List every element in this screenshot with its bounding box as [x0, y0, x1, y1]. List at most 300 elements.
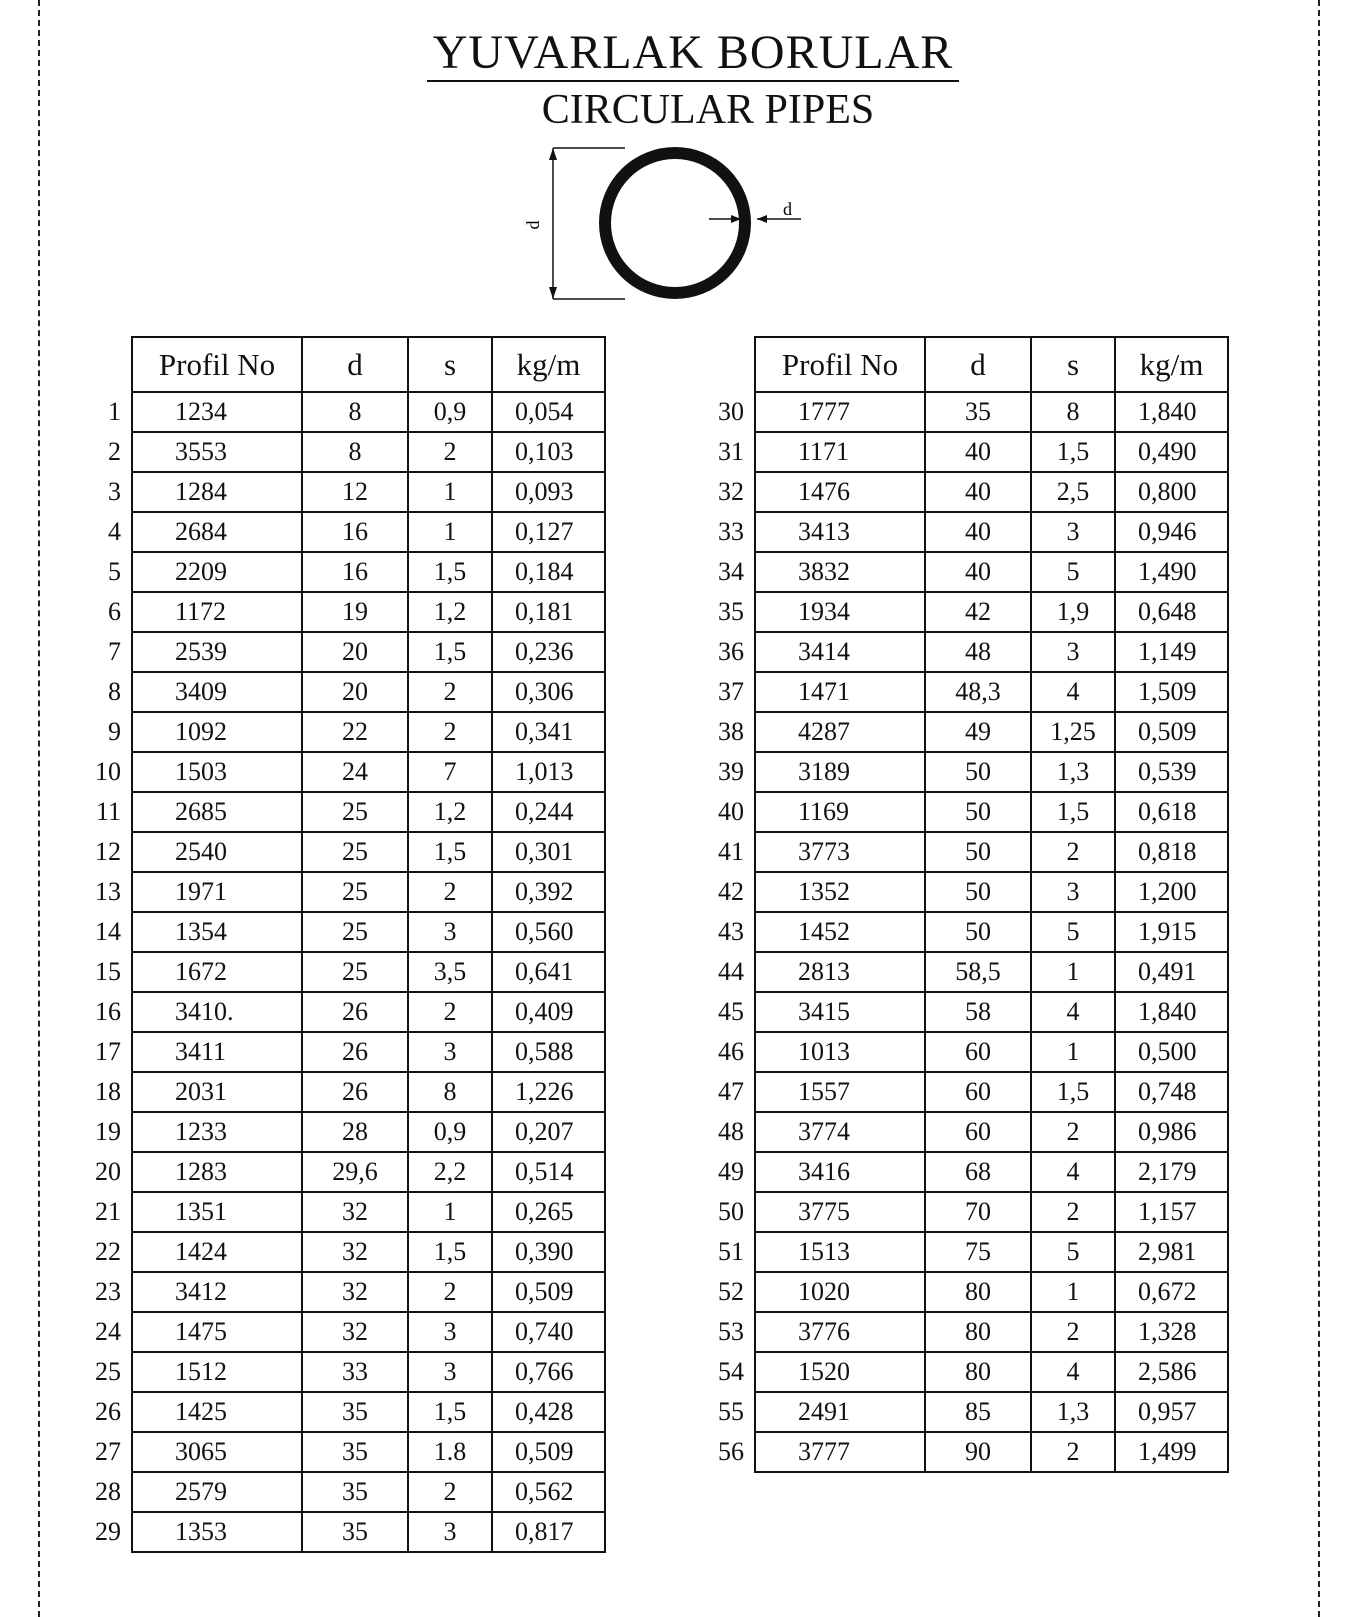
row-number: 14: [95, 917, 121, 946]
s-cell: 2: [408, 1272, 492, 1312]
d-cell: 26: [302, 1072, 408, 1112]
s-cell: 1,3: [1031, 1392, 1115, 1432]
kg-m-cell: 0,428: [492, 1392, 605, 1432]
row-number: 25: [95, 1357, 121, 1386]
table-row: [705, 672, 1228, 712]
row-number: 17: [95, 1037, 121, 1066]
s-cell: 8: [1031, 392, 1115, 432]
kg-m-cell: 0,392: [492, 872, 605, 912]
d-cell: 50: [925, 872, 1031, 912]
header-kg-m: kg/m: [492, 337, 605, 392]
s-cell: 3: [1031, 512, 1115, 552]
table-row: [705, 472, 1228, 512]
table-header-row: [705, 337, 1228, 392]
row-number: 33: [718, 517, 744, 546]
profil-no-cell: 1971: [132, 872, 302, 912]
d-cell: 22: [302, 712, 408, 752]
table-row: [80, 552, 605, 592]
d-cell: 80: [925, 1272, 1031, 1312]
table-row: [705, 592, 1228, 632]
profil-no-cell: 1351: [132, 1192, 302, 1232]
row-number: 21: [95, 1197, 121, 1226]
profil-no-cell: 2209: [132, 552, 302, 592]
row-number: 56: [718, 1437, 744, 1466]
s-cell: 2: [1031, 1112, 1115, 1152]
profil-no-cell: 1020: [755, 1272, 925, 1312]
d-cell: 25: [302, 912, 408, 952]
d-cell: 28: [302, 1112, 408, 1152]
table-row: [80, 1112, 605, 1152]
table-row: [80, 712, 605, 752]
profil-no-cell: 3065: [132, 1432, 302, 1472]
table-row: [80, 832, 605, 872]
kg-m-cell: 0,641: [492, 952, 605, 992]
s-cell: 1,2: [408, 592, 492, 632]
header-kg-m: kg/m: [1115, 337, 1228, 392]
table-row: [705, 872, 1228, 912]
kg-m-cell: 0,618: [1115, 792, 1228, 832]
header-s: s: [1031, 337, 1115, 392]
profil-no-cell: 3415: [755, 992, 925, 1032]
d-cell: 58,5: [925, 952, 1031, 992]
d-cell: 24: [302, 752, 408, 792]
table-row: [80, 672, 605, 712]
d-cell: 16: [302, 552, 408, 592]
table-row: [80, 1272, 605, 1312]
d-cell: 70: [925, 1192, 1031, 1232]
table-row: [705, 1152, 1228, 1192]
row-number: 47: [718, 1077, 744, 1106]
header-s: s: [408, 337, 492, 392]
row-number: 34: [718, 557, 744, 586]
profil-no-cell: 1934: [755, 592, 925, 632]
kg-m-cell: 0,560: [492, 912, 605, 952]
kg-m-cell: 1,226: [492, 1072, 605, 1112]
row-number: 2: [108, 437, 121, 466]
diameter-label: d: [523, 220, 543, 230]
kg-m-cell: 2,179: [1115, 1152, 1228, 1192]
s-cell: 1,5: [408, 632, 492, 672]
s-cell: 5: [1031, 552, 1115, 592]
d-cell: 20: [302, 632, 408, 672]
s-cell: 3: [408, 1032, 492, 1072]
header-profil-no: Profil No: [132, 337, 302, 392]
profil-no-cell: 3189: [755, 752, 925, 792]
kg-m-cell: 2,981: [1115, 1232, 1228, 1272]
profil-no-cell: 3553: [132, 432, 302, 472]
profil-no-cell: 1471: [755, 672, 925, 712]
profil-no-cell: 2684: [132, 512, 302, 552]
profil-no-cell: 1013: [755, 1032, 925, 1072]
s-cell: 3: [1031, 632, 1115, 672]
s-cell: 2: [1031, 1432, 1115, 1472]
s-cell: 5: [1031, 1232, 1115, 1272]
profil-no-cell: 2491: [755, 1392, 925, 1432]
row-number: 26: [95, 1397, 121, 1426]
row-number: 24: [95, 1317, 121, 1346]
d-cell: 35: [302, 1512, 408, 1552]
s-cell: 4: [1031, 992, 1115, 1032]
kg-m-cell: 1,490: [1115, 552, 1228, 592]
table-row: [705, 1352, 1228, 1392]
row-number: 16: [95, 997, 121, 1026]
d-cell: 25: [302, 872, 408, 912]
table-row: [80, 1392, 605, 1432]
s-cell: 4: [1031, 1352, 1115, 1392]
table-row: [705, 1272, 1228, 1312]
s-cell: 4: [1031, 672, 1115, 712]
s-cell: 2: [408, 1472, 492, 1512]
pipe-table-right: [705, 336, 1229, 1473]
d-cell: 49: [925, 712, 1031, 752]
s-cell: 3: [408, 1512, 492, 1552]
profil-no-cell: 2540: [132, 832, 302, 872]
table-row: [80, 1192, 605, 1232]
table-row: [705, 912, 1228, 952]
d-cell: 33: [302, 1352, 408, 1392]
table-row: [705, 512, 1228, 552]
header-d: d: [925, 337, 1031, 392]
d-cell: 58: [925, 992, 1031, 1032]
profil-no-cell: 3416: [755, 1152, 925, 1192]
row-number: 6: [108, 597, 121, 626]
table-row: [80, 1032, 605, 1072]
row-number: 54: [718, 1357, 744, 1386]
row-number: 29: [95, 1517, 121, 1546]
row-number: 23: [95, 1277, 121, 1306]
kg-m-cell: 0,648: [1115, 592, 1228, 632]
d-cell: 16: [302, 512, 408, 552]
s-cell: 2: [1031, 1192, 1115, 1232]
d-cell: 32: [302, 1312, 408, 1352]
d-cell: 19: [302, 592, 408, 632]
row-number: 10: [95, 757, 121, 786]
s-cell: 4: [1031, 1152, 1115, 1192]
row-number: 18: [95, 1077, 121, 1106]
row-number: 46: [718, 1037, 744, 1066]
kg-m-cell: 1,509: [1115, 672, 1228, 712]
row-number: 11: [95, 797, 121, 826]
row-number: 52: [718, 1277, 744, 1306]
row-number: 27: [95, 1437, 121, 1466]
profil-no-cell: 1354: [132, 912, 302, 952]
table-row: [80, 1432, 605, 1472]
thickness-arrow-right: [757, 215, 767, 223]
d-cell: 26: [302, 1032, 408, 1072]
profil-no-cell: 3832: [755, 552, 925, 592]
d-cell: 25: [302, 792, 408, 832]
kg-m-cell: 1,840: [1115, 392, 1228, 432]
profil-no-cell: 2685: [132, 792, 302, 832]
profil-no-cell: 1777: [755, 392, 925, 432]
table-header-row: [80, 337, 605, 392]
d-cell: 32: [302, 1272, 408, 1312]
row-number: 19: [95, 1117, 121, 1146]
s-cell: 1: [1031, 1272, 1115, 1312]
table-row: [705, 1432, 1228, 1472]
kg-m-cell: 0,236: [492, 632, 605, 672]
kg-m-cell: 0,539: [1115, 752, 1228, 792]
kg-m-cell: 0,514: [492, 1152, 605, 1192]
header-d: d: [302, 337, 408, 392]
profil-no-cell: 3773: [755, 832, 925, 872]
row-number: 41: [718, 837, 744, 866]
table-row: [705, 432, 1228, 472]
profil-no-cell: 1520: [755, 1352, 925, 1392]
thickness-label: d: [783, 199, 792, 219]
kg-m-cell: 0,103: [492, 432, 605, 472]
profil-no-cell: 1503: [132, 752, 302, 792]
d-cell: 48,3: [925, 672, 1031, 712]
row-number-header: [80, 337, 132, 392]
table-row: [80, 1472, 605, 1512]
row-number-header: [705, 337, 755, 392]
profil-no-cell: 1513: [755, 1232, 925, 1272]
s-cell: 5: [1031, 912, 1115, 952]
profil-no-cell: 3414: [755, 632, 925, 672]
row-number: 42: [718, 877, 744, 906]
kg-m-cell: 1,328: [1115, 1312, 1228, 1352]
kg-m-cell: 1,915: [1115, 912, 1228, 952]
d-cell: 8: [302, 432, 408, 472]
table-row: [705, 1392, 1228, 1432]
s-cell: 3,5: [408, 952, 492, 992]
d-cell: 60: [925, 1032, 1031, 1072]
s-cell: 2: [408, 872, 492, 912]
kg-m-cell: 0,509: [1115, 712, 1228, 752]
profil-no-cell: 3410.: [132, 992, 302, 1032]
table-row: [705, 392, 1228, 432]
s-cell: 1,5: [1031, 1072, 1115, 1112]
s-cell: 1,5: [408, 1392, 492, 1432]
table-row: [80, 1072, 605, 1112]
profil-no-cell: 1353: [132, 1512, 302, 1552]
row-number: 28: [95, 1477, 121, 1506]
pipe-cross-section-diagram: [523, 145, 845, 315]
kg-m-cell: 0,957: [1115, 1392, 1228, 1432]
table-row: [80, 512, 605, 552]
profil-no-cell: 1233: [132, 1112, 302, 1152]
d-cell: 40: [925, 512, 1031, 552]
kg-m-cell: 1,157: [1115, 1192, 1228, 1232]
s-cell: 0,9: [408, 1112, 492, 1152]
s-cell: 0,9: [408, 392, 492, 432]
page-subtitle: CIRCULAR PIPES: [541, 87, 875, 133]
kg-m-cell: 0,817: [492, 1512, 605, 1552]
d-cell: 40: [925, 432, 1031, 472]
table-row: [80, 912, 605, 952]
table-row: [705, 952, 1228, 992]
row-number: 4: [108, 517, 121, 546]
profil-no-cell: 1452: [755, 912, 925, 952]
s-cell: 2: [1031, 1312, 1115, 1352]
s-cell: 1,25: [1031, 712, 1115, 752]
s-cell: 3: [1031, 872, 1115, 912]
table-row: [80, 992, 605, 1032]
s-cell: 2: [408, 672, 492, 712]
kg-m-cell: 0,800: [1115, 472, 1228, 512]
profil-no-cell: 1234: [132, 392, 302, 432]
s-cell: 2,2: [408, 1152, 492, 1192]
diameter-arrow-bottom: [549, 287, 557, 299]
row-number: 53: [718, 1317, 744, 1346]
table-row: [705, 632, 1228, 672]
d-cell: 68: [925, 1152, 1031, 1192]
table-row: [80, 1512, 605, 1552]
profil-no-cell: 3409: [132, 672, 302, 712]
profil-no-cell: 3413: [755, 512, 925, 552]
profil-no-cell: 2579: [132, 1472, 302, 1512]
row-number: 37: [718, 677, 744, 706]
row-number: 20: [95, 1157, 121, 1186]
kg-m-cell: 0,301: [492, 832, 605, 872]
kg-m-cell: 1,149: [1115, 632, 1228, 672]
kg-m-cell: 0,093: [492, 472, 605, 512]
table-row: [705, 1312, 1228, 1352]
right-dashed-cut-line: [1318, 0, 1320, 1617]
d-cell: 60: [925, 1072, 1031, 1112]
s-cell: 1,2: [408, 792, 492, 832]
row-number: 49: [718, 1157, 744, 1186]
profil-no-cell: 1425: [132, 1392, 302, 1432]
table-row: [705, 992, 1228, 1032]
profil-no-cell: 1284: [132, 472, 302, 512]
profil-no-cell: 2813: [755, 952, 925, 992]
kg-m-cell: 0,672: [1115, 1272, 1228, 1312]
kg-m-cell: 0,748: [1115, 1072, 1228, 1112]
table-row: [80, 872, 605, 912]
d-cell: 25: [302, 832, 408, 872]
s-cell: 1,5: [408, 552, 492, 592]
table-row: [80, 632, 605, 672]
table-row: [80, 592, 605, 632]
s-cell: 1,5: [408, 1232, 492, 1272]
table-row: [705, 1232, 1228, 1272]
row-number: 5: [108, 557, 121, 586]
d-cell: 26: [302, 992, 408, 1032]
kg-m-cell: 0,181: [492, 592, 605, 632]
kg-m-cell: 0,207: [492, 1112, 605, 1152]
table-row: [80, 792, 605, 832]
profil-no-cell: 1283: [132, 1152, 302, 1192]
pipe-table-left: [80, 336, 606, 1553]
table-row: [80, 1352, 605, 1392]
kg-m-cell: 0,766: [492, 1352, 605, 1392]
d-cell: 48: [925, 632, 1031, 672]
s-cell: 1,3: [1031, 752, 1115, 792]
kg-m-cell: 0,509: [492, 1272, 605, 1312]
d-cell: 35: [302, 1432, 408, 1472]
kg-m-cell: 0,588: [492, 1032, 605, 1072]
header-profil-no: Profil No: [755, 337, 925, 392]
d-cell: 29,6: [302, 1152, 408, 1192]
row-number: 15: [95, 957, 121, 986]
d-cell: 20: [302, 672, 408, 712]
s-cell: 1,9: [1031, 592, 1115, 632]
profil-no-cell: 1672: [132, 952, 302, 992]
s-cell: 2: [408, 712, 492, 752]
profil-no-cell: 1424: [132, 1232, 302, 1272]
s-cell: 8: [408, 1072, 492, 1112]
kg-m-cell: 0,306: [492, 672, 605, 712]
kg-m-cell: 0,490: [1115, 432, 1228, 472]
s-cell: 3: [408, 1312, 492, 1352]
row-number: 9: [108, 717, 121, 746]
s-cell: 1.8: [408, 1432, 492, 1472]
table-row: [705, 1072, 1228, 1112]
kg-m-cell: 0,054: [492, 392, 605, 432]
s-cell: 1,5: [1031, 432, 1115, 472]
row-number: 45: [718, 997, 744, 1026]
row-number: 32: [718, 477, 744, 506]
profil-no-cell: 4287: [755, 712, 925, 752]
kg-m-cell: 0,818: [1115, 832, 1228, 872]
row-number: 8: [108, 677, 121, 706]
kg-m-cell: 2,586: [1115, 1352, 1228, 1392]
d-cell: 40: [925, 552, 1031, 592]
s-cell: 1,5: [408, 832, 492, 872]
profil-no-cell: 1092: [132, 712, 302, 752]
kg-m-cell: 1,200: [1115, 872, 1228, 912]
row-number: 35: [718, 597, 744, 626]
row-number: 43: [718, 917, 744, 946]
left-dashed-cut-line: [38, 0, 40, 1617]
kg-m-cell: 1,840: [1115, 992, 1228, 1032]
kg-m-cell: 1,013: [492, 752, 605, 792]
kg-m-cell: 0,946: [1115, 512, 1228, 552]
table-row: [705, 1112, 1228, 1152]
profil-no-cell: 3775: [755, 1192, 925, 1232]
d-cell: 50: [925, 832, 1031, 872]
s-cell: 1: [1031, 1032, 1115, 1072]
kg-m-cell: 0,409: [492, 992, 605, 1032]
profil-no-cell: 1557: [755, 1072, 925, 1112]
d-cell: 42: [925, 592, 1031, 632]
profil-no-cell: 3776: [755, 1312, 925, 1352]
kg-m-cell: 0,390: [492, 1232, 605, 1272]
table-row: [80, 432, 605, 472]
row-number: 30: [718, 397, 744, 426]
profil-no-cell: 3411: [132, 1032, 302, 1072]
d-cell: 32: [302, 1232, 408, 1272]
profil-no-cell: 1171: [755, 432, 925, 472]
table-row: [705, 792, 1228, 832]
d-cell: 35: [302, 1472, 408, 1512]
row-number: 22: [95, 1237, 121, 1266]
s-cell: 2: [408, 992, 492, 1032]
s-cell: 1: [1031, 952, 1115, 992]
profil-no-cell: 1476: [755, 472, 925, 512]
s-cell: 2: [408, 432, 492, 472]
d-cell: 32: [302, 1192, 408, 1232]
s-cell: 3: [408, 912, 492, 952]
row-number: 39: [718, 757, 744, 786]
profil-no-cell: 1172: [132, 592, 302, 632]
table-row: [80, 1152, 605, 1192]
profil-no-cell: 3774: [755, 1112, 925, 1152]
table-row: [80, 472, 605, 512]
d-cell: 35: [302, 1392, 408, 1432]
kg-m-cell: 0,491: [1115, 952, 1228, 992]
d-cell: 90: [925, 1432, 1031, 1472]
kg-m-cell: 0,562: [492, 1472, 605, 1512]
row-number: 1: [108, 397, 121, 426]
s-cell: 7: [408, 752, 492, 792]
d-cell: 80: [925, 1312, 1031, 1352]
d-cell: 85: [925, 1392, 1031, 1432]
d-cell: 75: [925, 1232, 1031, 1272]
profil-no-cell: 3412: [132, 1272, 302, 1312]
